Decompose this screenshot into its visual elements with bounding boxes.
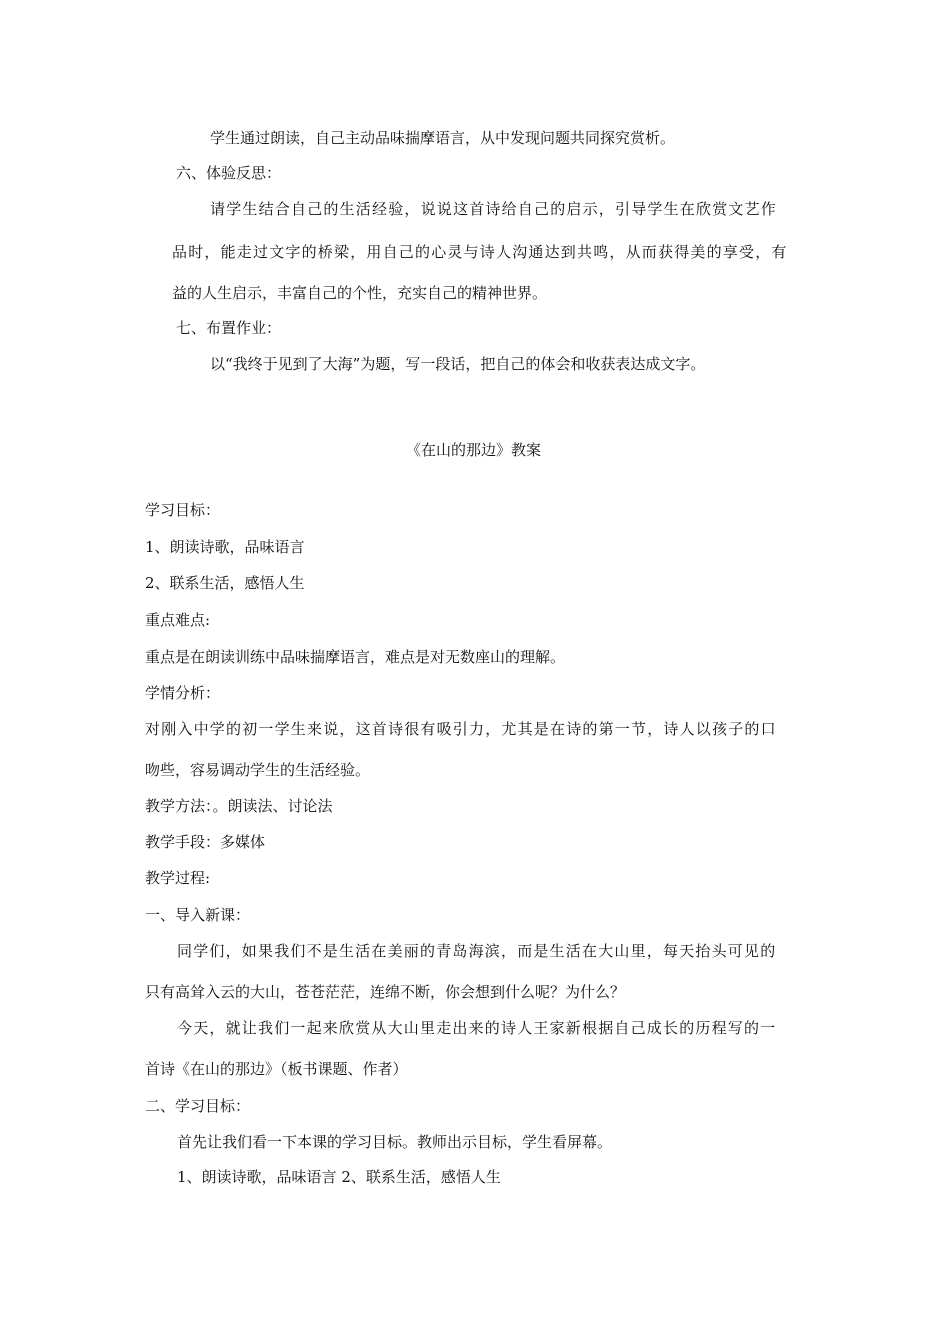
document-title: 《在山的那边》教案 [406, 441, 542, 459]
paragraph-reflection-line-2: 品时，能走过文字的桥梁，用自己的心灵与诗人沟通达到共鸣，从而获得美的享受，有 [172, 243, 788, 261]
goal-item-1: 1、朗读诗歌，品味语言 [145, 538, 305, 556]
heading-section-2: 二、学习目标： [145, 1097, 251, 1115]
heading-section-1: 一、导入新课： [145, 906, 251, 924]
text-teaching-method: 教学方法：。朗读法、讨论法 [145, 797, 333, 815]
section-1-paragraph-1-line-2: 只有高耸入云的大山，苍苍茫茫，连绵不断，你会想到什么呢？为什么？ [145, 983, 626, 1001]
heading-homework: 七、布置作业： [176, 319, 282, 337]
section-1-paragraph-1-line-1: 同学们，如果我们不是生活在美丽的青岛海滨，而是生活在大山里，每天抬头可见的 [177, 942, 777, 960]
text-student-analysis-line-2: 吻些，容易调动学生的生活经验。 [145, 761, 371, 779]
label-key-points: 重点难点: [145, 611, 211, 629]
label-learning-goals: 学习目标： [145, 501, 221, 519]
paragraph-homework: 以“我终于见到了大海”为题，写一段话，把自己的体会和收获表达成文字。 [210, 355, 706, 373]
text-student-analysis-line-1: 对刚入中学的初一学生来说，这首诗很有吸引力，尤其是在诗的第一节，诗人以孩子的口 [145, 720, 777, 738]
goal-item-2: 2、联系生活，感悟人生 [145, 574, 305, 592]
text-key-points: 重点是在朗读训练中品味揣摩语言，难点是对无数座山的理解。 [145, 648, 566, 666]
section-1-paragraph-2-line-1: 今天，就让我们一起来欣赏从大山里走出来的诗人王家新根据自己成长的历程写的一 [177, 1019, 777, 1037]
paragraph-reflection-line-1: 请学生结合自己的生活经验，说说这首诗给自己的启示，引导学生在欣赏文艺作 [210, 200, 778, 218]
paragraph-reading: 学生通过朗读，自己主动品味揣摩语言，从中发现问题共同探究赏析。 [210, 129, 676, 147]
section-2-paragraph-1: 首先让我们看一下本课的学习目标。教师出示目标，学生看屏幕。 [177, 1133, 613, 1151]
paragraph-reflection-line-3: 益的人生启示，丰富自己的个性，充实自己的精神世界。 [172, 284, 548, 302]
section-1-paragraph-2-line-2: 首诗《在山的那边》（板书课题、作者） [145, 1060, 408, 1078]
label-teaching-process: 教学过程: [145, 869, 211, 887]
label-student-analysis: 学情分析： [145, 684, 221, 702]
section-2-paragraph-2: 1、朗读诗歌，品味语言 2、联系生活，感悟人生 [177, 1168, 501, 1186]
text-teaching-means: 教学手段：多媒体 [145, 833, 266, 851]
heading-reflection: 六、体验反思： [176, 164, 282, 182]
